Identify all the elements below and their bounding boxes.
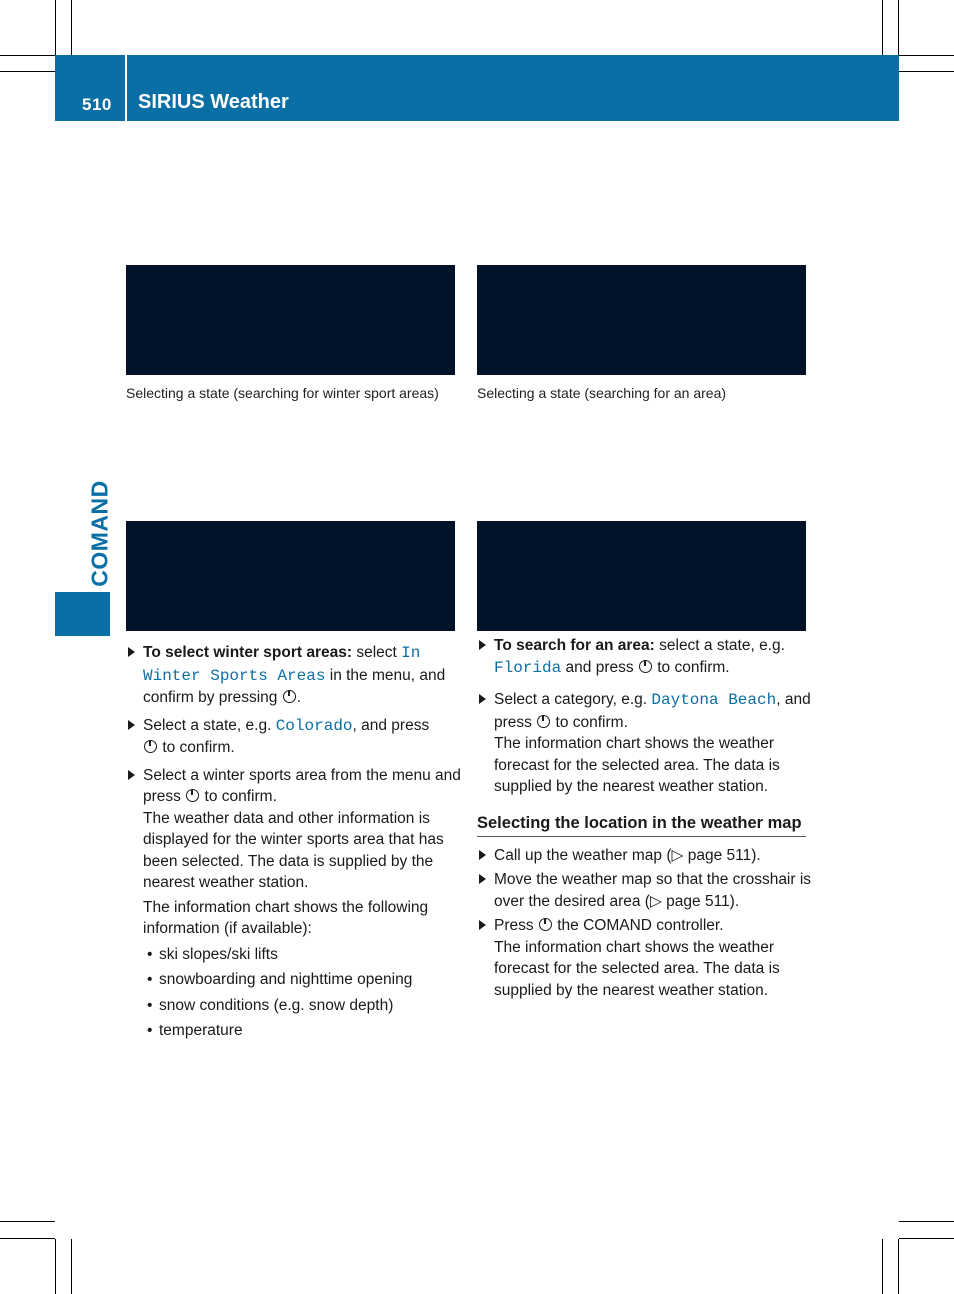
crop-mark	[882, 1239, 883, 1294]
crop-mark	[882, 0, 883, 55]
side-tab	[70, 470, 130, 610]
controller-press-icon	[537, 715, 550, 728]
step-text: select	[356, 644, 397, 661]
crop-mark	[71, 0, 72, 55]
instruction-step	[477, 915, 812, 1001]
crop-mark	[71, 1239, 72, 1294]
step-result: The information chart shows the weather forecast for the selected area. The data is supplied by the nearest weather station.	[494, 735, 780, 795]
screenshot-area-category	[477, 521, 806, 631]
controller-press-icon	[283, 690, 296, 703]
step-heading: To search for an area:	[494, 637, 655, 654]
instruction-step	[126, 642, 461, 709]
crop-mark	[0, 1238, 55, 1239]
section-title: SIRIUS Weather	[138, 91, 289, 113]
menu-item-label: In Winter Sports Areas	[143, 644, 421, 685]
step-text: .	[296, 689, 302, 706]
menu-item-label: Florida	[494, 658, 562, 677]
step-text: to confirm.	[657, 658, 730, 676]
crop-mark	[899, 1238, 954, 1239]
screenshot-area-state	[477, 265, 806, 375]
instruction-step	[126, 715, 461, 759]
instruction-step	[477, 845, 812, 867]
crop-mark	[55, 1239, 56, 1294]
step-text: the COMAND controller.	[557, 917, 724, 934]
arrow-icon	[479, 850, 486, 860]
arrow-icon	[479, 920, 486, 930]
header-divider	[125, 55, 127, 121]
step-text: Move the weather map so that the crosshair is over the desired area (▷ page 511).	[494, 871, 812, 910]
step-text: to confirm.	[555, 713, 628, 731]
side-tab-marker	[55, 592, 110, 636]
step-text: Select a category, e.g.	[494, 691, 648, 708]
step-result: The information chart shows the following information (if available):	[143, 898, 429, 937]
subsection-heading: Selecting the location in the weather map	[477, 812, 806, 837]
controller-press-icon	[539, 918, 552, 931]
crop-mark	[899, 71, 954, 72]
controller-press-icon	[639, 660, 652, 673]
crop-mark	[55, 0, 56, 55]
side-tab-label: COMAND	[86, 480, 113, 587]
step-text: Press	[494, 917, 534, 934]
crop-mark	[898, 0, 899, 55]
menu-item-label: Colorado	[275, 716, 353, 735]
step-text: Select a state, e.g.	[143, 716, 272, 734]
arrow-icon	[128, 770, 135, 780]
arrow-icon	[479, 694, 486, 704]
screenshot-winter-sport-area	[126, 521, 455, 631]
page-number: 510	[82, 95, 112, 114]
left-column	[126, 642, 461, 1048]
right-column	[477, 635, 812, 1007]
instruction-step	[126, 765, 461, 1042]
controller-press-icon	[186, 789, 199, 802]
figure-caption: Selecting a state (searching for an area)	[477, 385, 727, 401]
crop-mark	[899, 1221, 954, 1222]
crop-mark	[899, 55, 954, 56]
instruction-step	[477, 869, 812, 912]
figure-caption: Selecting a state (searching for winter sport areas)	[126, 385, 439, 401]
step-text: Select a winter sports area from the menu and press	[143, 766, 461, 805]
step-text: and press	[565, 658, 634, 676]
step-text: to confirm.	[162, 739, 235, 756]
arrow-icon	[128, 647, 135, 657]
step-text: , and press	[352, 716, 430, 734]
step-text: to confirm.	[204, 788, 277, 805]
list-item: • snow conditions (e.g. snow depth)	[143, 995, 461, 1017]
arrow-icon	[479, 640, 486, 650]
instruction-step	[477, 635, 812, 679]
step-heading: To select winter sport areas:	[143, 644, 353, 661]
screenshot-winter-sport-state	[126, 265, 455, 375]
step-result: The information chart shows the weather forecast for the selected area. The data is supplied by the nearest weather station.	[494, 938, 780, 999]
arrow-icon	[479, 874, 486, 884]
crop-mark	[0, 55, 55, 56]
crop-mark	[898, 1239, 899, 1294]
step-text: , and press	[494, 691, 811, 731]
instruction-step	[477, 689, 812, 798]
step-text: in the menu, and confirm by pressing	[143, 666, 446, 706]
crop-mark	[0, 1221, 55, 1222]
arrow-icon	[128, 720, 135, 730]
list-item: • snowboarding and nighttime opening	[143, 969, 461, 991]
step-result: The weather data and other information is displayed for the winter sports area that has been selected. The data is supplied by the nearest weather station.	[143, 809, 444, 891]
controller-press-icon	[144, 740, 157, 753]
menu-item-label: Daytona Beach	[651, 691, 777, 709]
crop-mark	[0, 71, 55, 72]
list-item: • temperature	[143, 1020, 461, 1042]
step-text: select a state, e.g.	[659, 637, 785, 654]
step-text: Call up the weather map (▷ page 511).	[494, 846, 761, 864]
list-item: • ski slopes/ski lifts	[143, 944, 461, 966]
